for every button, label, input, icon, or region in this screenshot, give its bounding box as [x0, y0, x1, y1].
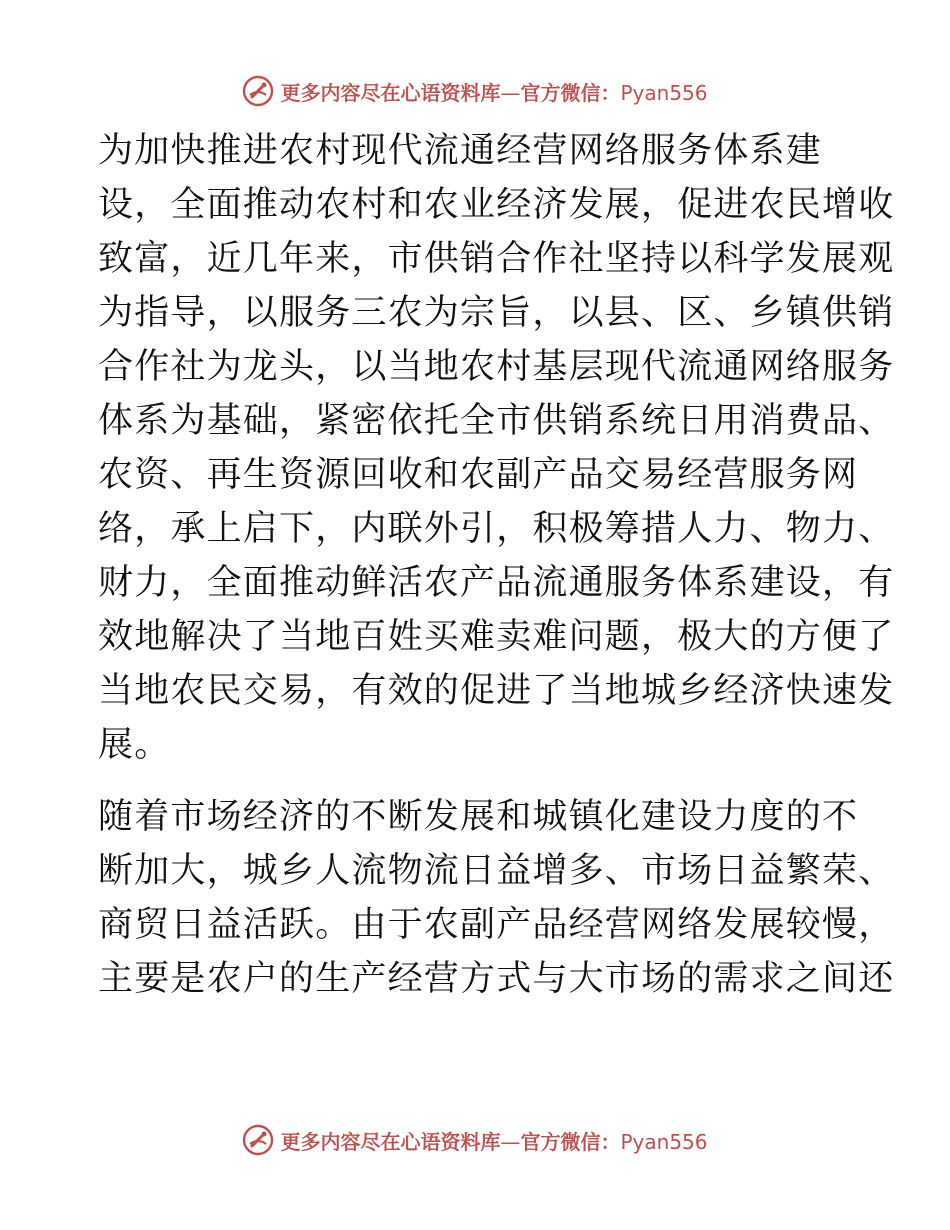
document-body — [98, 124, 895, 1006]
header-banner-sep: — — [500, 80, 521, 105]
header-banner-id: Pyan556 — [620, 80, 708, 105]
paragraph-line: 为加快推进农村现代流通经营网络服务体系建 — [98, 131, 823, 171]
paragraph-line: 展。 — [98, 725, 171, 765]
paragraph-line: 商贸日益活跃。由于农副产品经营网络发展较慢， — [98, 905, 895, 945]
footer-banner-text — [280, 1126, 707, 1155]
paragraph-gap — [98, 772, 858, 790]
paragraph-line: 体系为基础，紧密依托全市供销系统日用消费品、 — [98, 401, 895, 441]
paragraph-line: 主要是农户的生产经营方式与大市场的需求之间还 — [98, 959, 895, 999]
footer-banner-main: 更多内容尽在心语资料库 — [280, 1129, 501, 1154]
paragraph-line: 随着市场经济的不断发展和城镇化建设力度的不 — [98, 797, 859, 837]
book-quill-logo-icon — [242, 1124, 274, 1156]
header-banner-main: 更多内容尽在心语资料库 — [280, 80, 501, 105]
header-banner — [0, 71, 950, 111]
header-banner-text — [280, 77, 707, 106]
paragraph-line: 设，全面推动农村和农业经济发展，促进农民增收 — [98, 185, 895, 225]
paragraph-1 — [98, 124, 895, 772]
paragraph-2 — [98, 790, 895, 1006]
paragraph-line: 合作社为龙头，以当地农村基层现代流通网络服务 — [98, 347, 895, 387]
book-quill-logo-icon — [242, 75, 274, 107]
footer-banner — [0, 1120, 950, 1160]
footer-banner-sep: — — [500, 1129, 521, 1154]
paragraph-line: 农资、再生资源回收和农副产品交易经营服务网 — [98, 455, 859, 495]
paragraph-line: 当地农民交易，有效的促进了当地城乡经济快速发 — [98, 671, 895, 711]
paragraph-line: 为指导，以服务三农为宗旨，以县、区、乡镇供销 — [98, 293, 895, 333]
header-banner-tail: 官方微信： — [520, 80, 621, 105]
paragraph-line: 财力，全面推动鲜活农产品流通服务体系建设，有 — [98, 563, 895, 603]
paragraph-line: 络，承上启下，内联外引，积极筹措人力、物力、 — [98, 509, 895, 549]
paragraph-line: 断加大，城乡人流物流日益增多、市场日益繁荣、 — [98, 851, 895, 891]
paragraph-line: 致富，近几年来，市供销合作社坚持以科学发展观 — [98, 239, 895, 279]
footer-banner-tail: 官方微信： — [520, 1129, 621, 1154]
paragraph-line: 效地解决了当地百姓买难卖难问题，极大的方便了 — [98, 617, 895, 657]
footer-banner-id: Pyan556 — [620, 1129, 708, 1154]
